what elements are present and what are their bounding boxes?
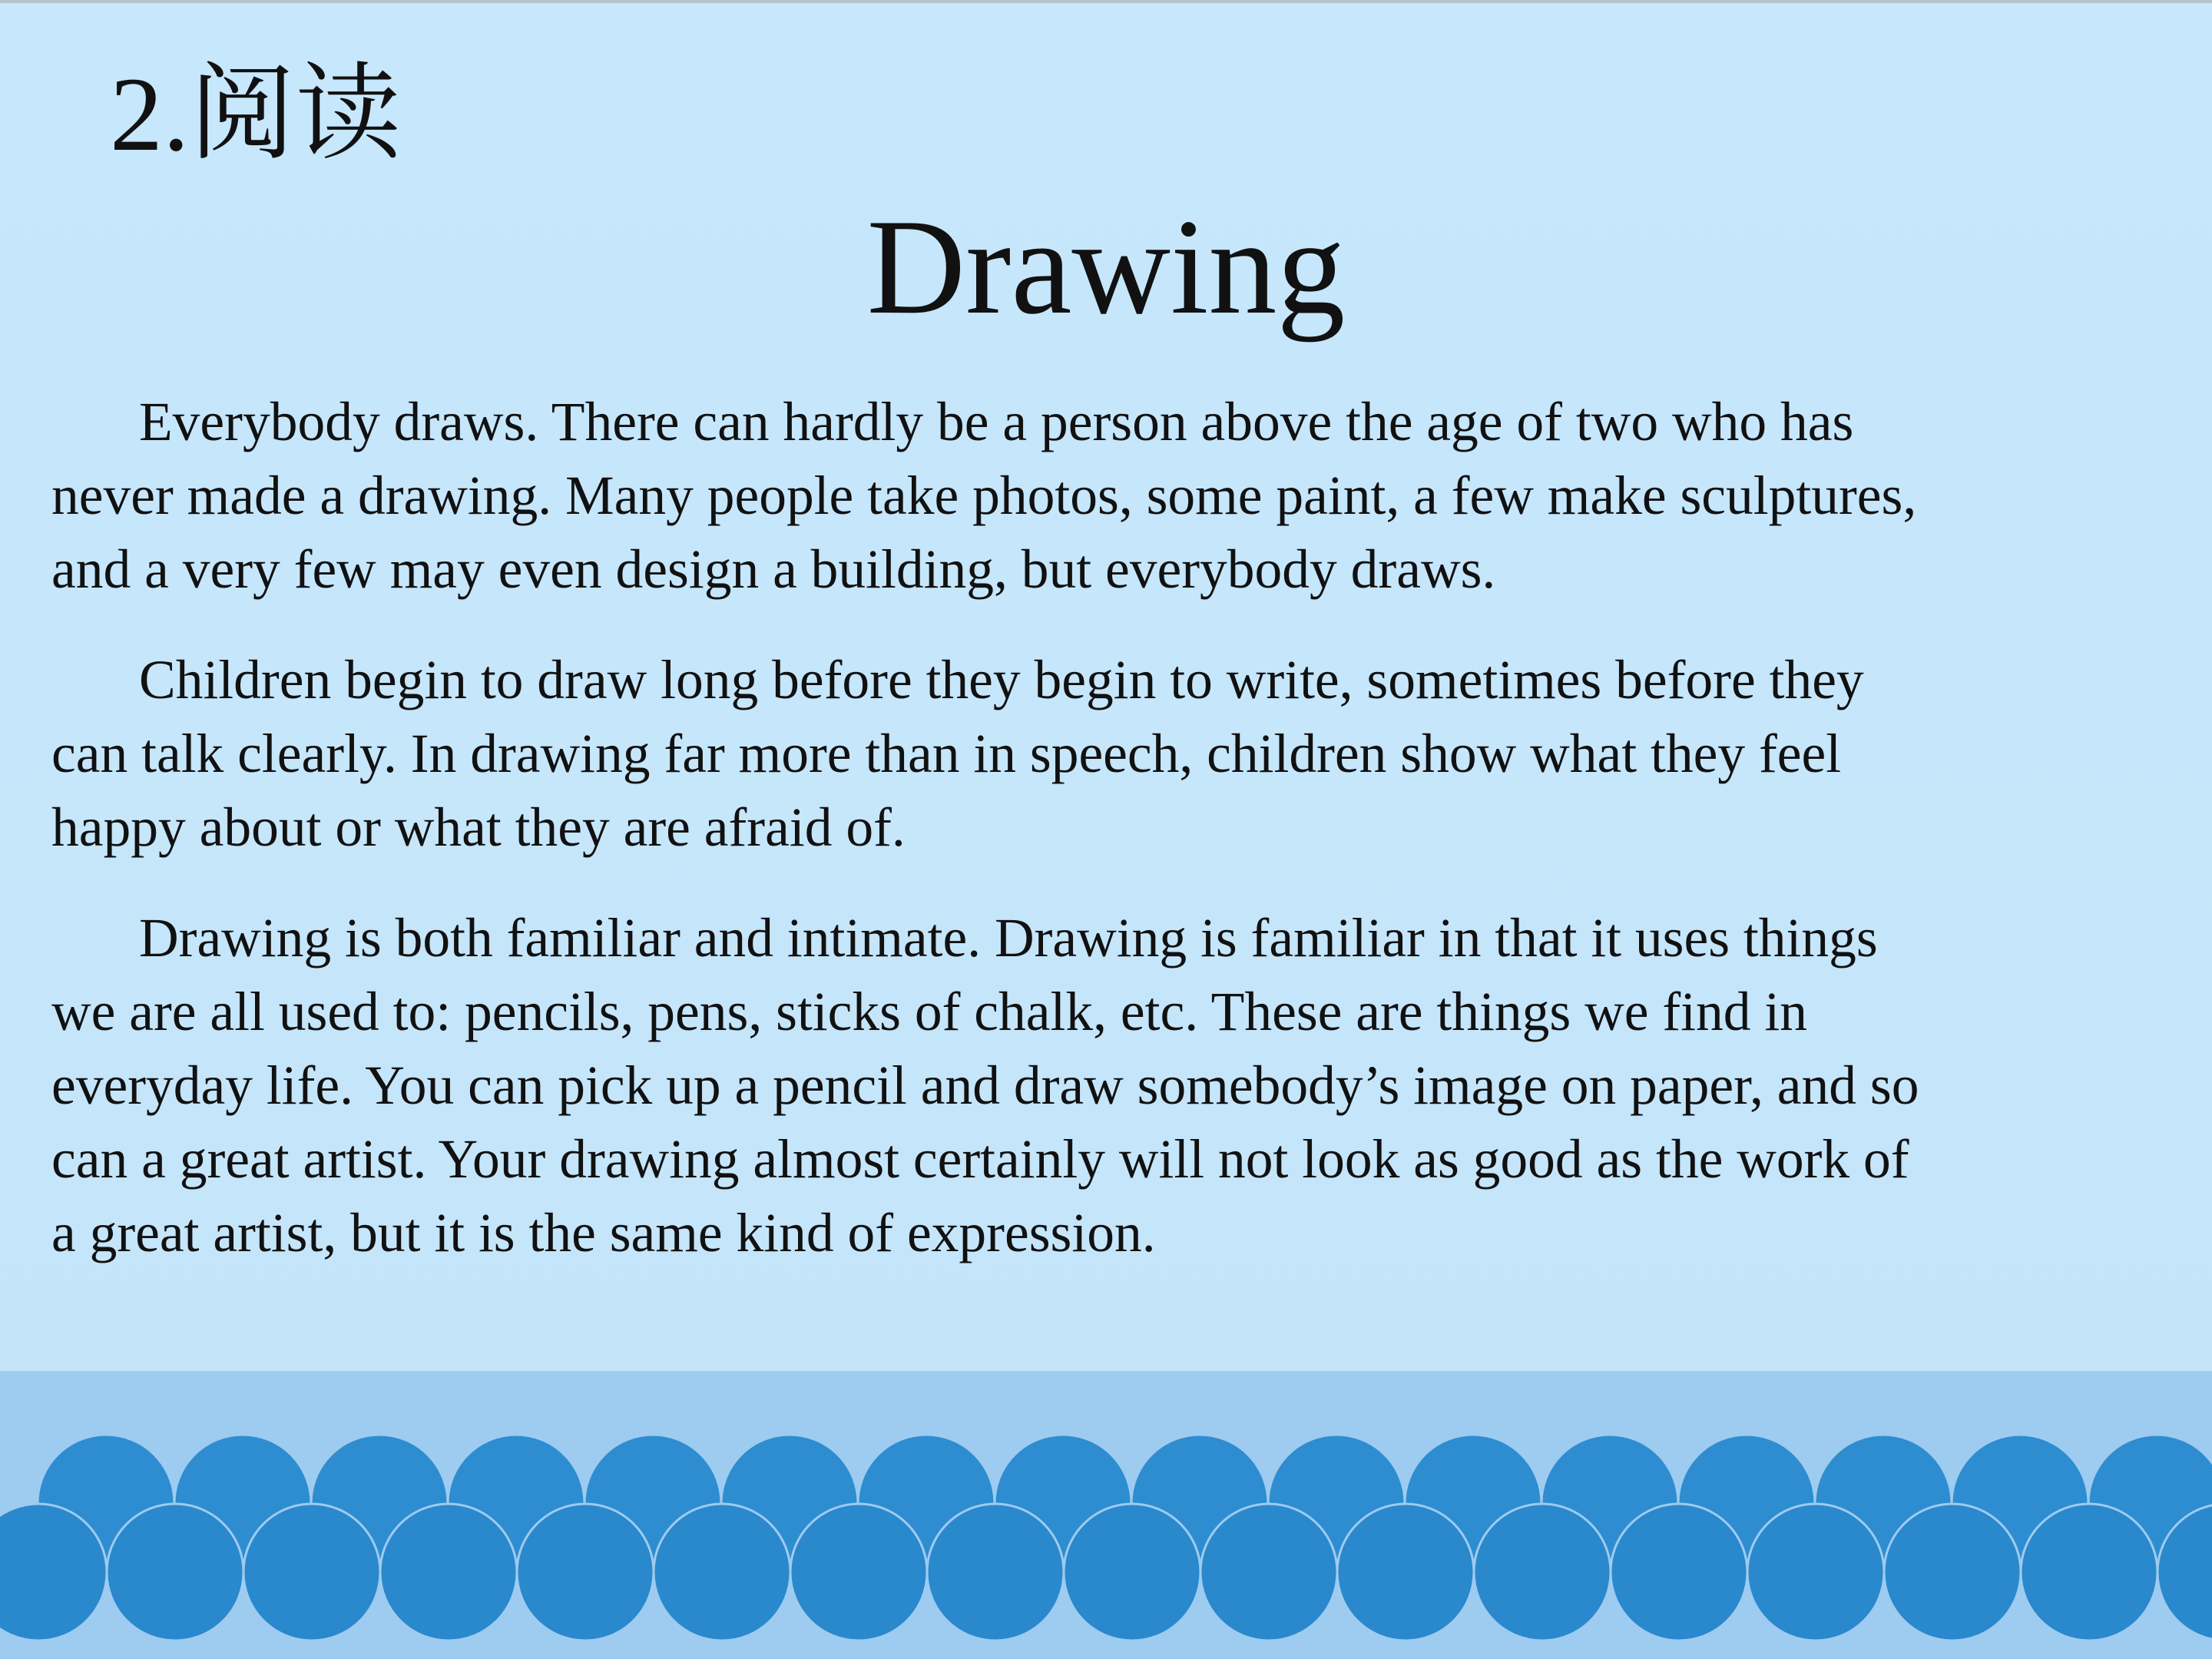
scallop-wave-decoration xyxy=(0,1371,2212,1659)
scallop-front xyxy=(107,1504,243,1641)
scallop-front xyxy=(1884,1504,2021,1641)
scallop-front xyxy=(2021,1504,2157,1641)
scallop-front xyxy=(1337,1504,1474,1641)
scallop-front xyxy=(517,1504,654,1641)
text-line: a great artist, but it is the same kind of expression. xyxy=(51,1203,1156,1263)
text-line: everyday life. You can pick up a pencil and draw somebody’s image on paper, and so xyxy=(51,1055,1919,1116)
scallop-front xyxy=(654,1504,790,1641)
text-line: we are all used to: pencils, pens, sticks of chalk, etc. These are things we find in xyxy=(51,982,1808,1042)
text-line: Everybody draws. There can hardly be a person above the age of two who has xyxy=(139,392,1854,452)
text-line: can talk clearly. In drawing far more than in speech, children show what they feel xyxy=(51,724,1842,784)
scallop-front xyxy=(1474,1504,1611,1641)
scallop-front xyxy=(927,1504,1064,1641)
slide-top-border xyxy=(0,0,2212,3)
scallop-front xyxy=(1064,1504,1200,1641)
scallop-front xyxy=(380,1504,517,1641)
paragraph-3 xyxy=(51,902,2202,1270)
section-label: 2.阅读 xyxy=(110,55,402,173)
text-line: Children begin to draw long before they begin to write, sometimes before they xyxy=(139,650,1864,710)
scallop-front xyxy=(1747,1504,1884,1641)
footer-wave-band xyxy=(0,1371,2212,1659)
text-line: Drawing is both familiar and intimate. Drawing is familiar in that it uses things xyxy=(139,908,1878,969)
scallop-front xyxy=(1200,1504,1337,1641)
scallop-front xyxy=(1611,1504,1747,1641)
scallop-front xyxy=(243,1504,380,1641)
reading-passage xyxy=(51,386,2202,1307)
text-line: and a very few may even design a building, but everybody draws. xyxy=(51,539,1496,600)
text-line: never made a drawing. Many people take photos, some paint, a few make sculptures, xyxy=(51,465,1917,526)
text-line: can a great artist. Your drawing almost certainly will not look as good as the work of xyxy=(51,1129,1909,1190)
reading-title: Drawing xyxy=(866,190,1346,343)
paragraph-2 xyxy=(51,644,2202,865)
scallop-front xyxy=(790,1504,927,1641)
paragraph-1 xyxy=(51,386,2202,607)
text-line: happy about or what they are afraid of. xyxy=(51,797,906,858)
